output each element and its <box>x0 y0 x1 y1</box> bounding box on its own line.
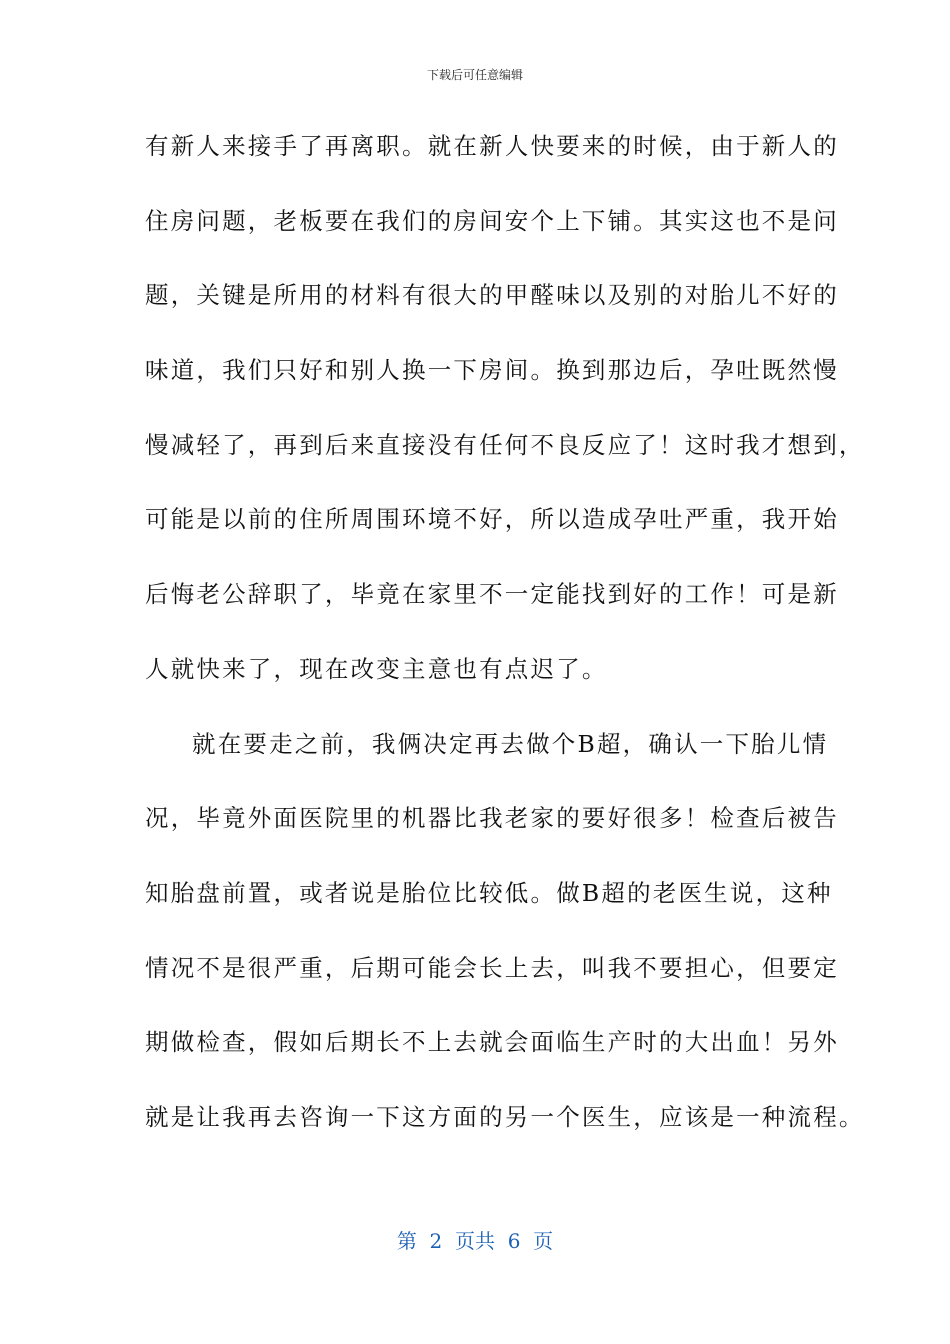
text-line: 况，毕竟外面医院里的机器比我老家的要好很多！检查后被告 <box>145 804 839 833</box>
text-line: 知胎盘前置，或者说是胎位比较低。做B超的老医生说，这种 <box>145 878 833 907</box>
document-body <box>145 122 865 1168</box>
text-line: 题，关键是所用的材料有很大的甲醛味以及别的对胎儿不好的 <box>145 281 839 310</box>
text-line: 可能是以前的住所周围环境不好，所以造成孕吐严重，我开始 <box>145 505 839 534</box>
paragraph-start-line: 就在要走之前，我俩决定再去做个B超，确认一下胎儿情 <box>192 729 829 758</box>
text-line: 住房问题，老板要在我们的房间安个上下铺。其实这也不是问 <box>145 206 839 235</box>
text-line: 人就快来了，现在改变主意也有点迟了。 <box>145 654 608 683</box>
text-line: 味道，我们只好和别人换一下房间。换到那边后，孕吐既然慢 <box>145 356 839 385</box>
text-line: 后悔老公辞职了，毕竟在家里不一定能找到好的工作！可是新 <box>145 580 839 609</box>
page-header: 下载后可任意编辑 <box>426 68 523 82</box>
text-line: 有新人来接手了再离职。就在新人快要来的时候，由于新人的 <box>145 132 839 160</box>
text-line: 就是让我再去咨询一下这方面的另一个医生，应该是一种流程。 <box>145 1102 865 1131</box>
text-line: 慢减轻了，再到后来直接没有任何不良反应了！这时我才想到， <box>145 430 865 459</box>
page-number-footer: 第 2 页共 6 页 <box>396 1229 554 1253</box>
text-line: 期做检查，假如后期长不上去就会面临生产时的大出血！另外 <box>145 1028 839 1057</box>
text-line: 情况不是很严重，后期可能会长上去，叫我不要担心，但要定 <box>145 953 839 982</box>
